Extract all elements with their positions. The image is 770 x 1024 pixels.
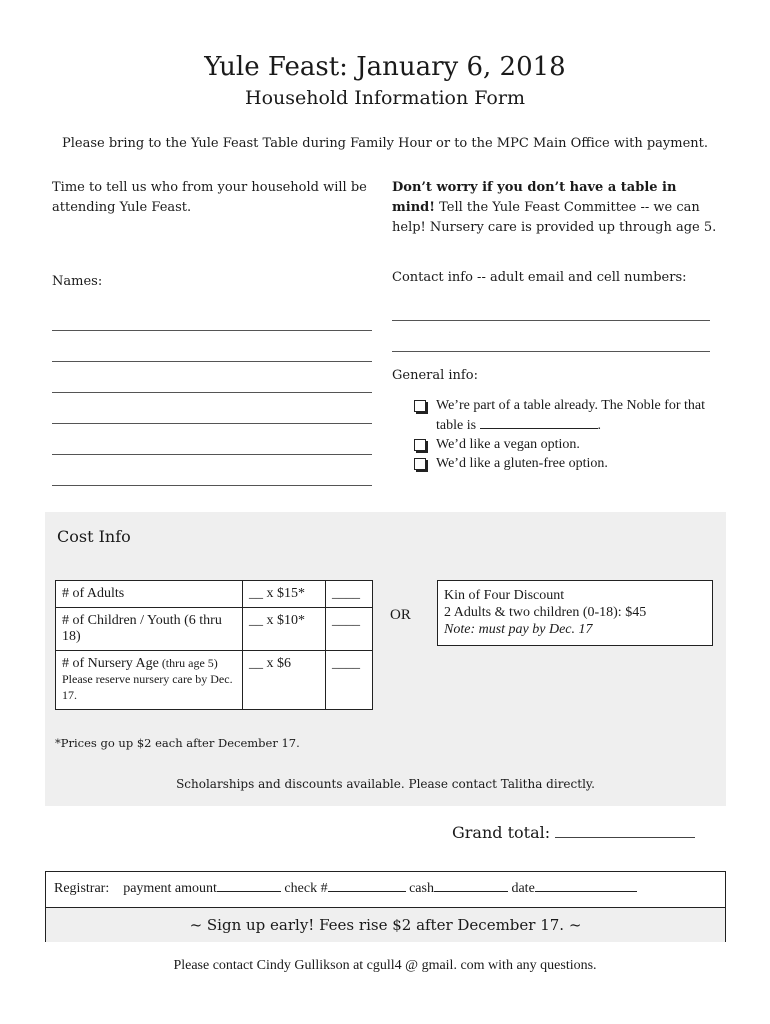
contact-line-2[interactable] xyxy=(392,321,710,352)
name-line-4[interactable] xyxy=(52,393,372,424)
prices-note: *Prices go up $2 each after December 17. xyxy=(55,736,300,750)
kin-discount-box xyxy=(437,580,713,646)
row-label-detail: (thru age 5) Please reserve nursery care by Dec. 17. xyxy=(62,656,233,702)
footer-contact: Please contact Cindy Gullikson at cgull4 @ gmail. com with any questions. xyxy=(173,958,597,973)
row-total[interactable]: ____ xyxy=(326,608,373,651)
checkbox-icon[interactable] xyxy=(414,458,426,470)
row-price[interactable]: __ x $6 xyxy=(243,651,326,710)
option-text-end: . xyxy=(597,418,602,433)
cash-blank[interactable] xyxy=(434,879,508,892)
contact-info-label: Contact info -- adult email and cell numbers: xyxy=(392,270,687,285)
checkbox-icon[interactable] xyxy=(414,400,426,412)
instructions-text: Please bring to the Yule Feast Table during Family Hour or to the MPC Main Office with payment. xyxy=(61,136,709,151)
general-options xyxy=(414,396,714,473)
table-row xyxy=(56,581,373,608)
row-total[interactable]: ____ xyxy=(326,581,373,608)
scholarships-note: Scholarships and discounts available. Please contact Talitha directly. xyxy=(176,777,595,791)
registrar-box xyxy=(45,871,726,942)
table-row xyxy=(56,651,373,710)
checkbox-icon[interactable] xyxy=(414,439,426,451)
name-line-6[interactable] xyxy=(52,455,372,486)
row-label xyxy=(56,651,243,710)
names-label: Names: xyxy=(52,274,103,289)
or-label: OR xyxy=(390,607,411,623)
payment-amount-blank[interactable] xyxy=(217,879,281,892)
row-label: # of Adults xyxy=(56,581,243,608)
table-help-rest: Tell the Yule Feast Committee -- we can help! Nursery care is provided up through age 5. xyxy=(392,200,717,235)
cash-label: cash xyxy=(409,881,434,896)
name-line-5[interactable] xyxy=(52,424,372,455)
row-total[interactable]: ____ xyxy=(326,651,373,710)
option-existing-table[interactable] xyxy=(414,396,714,435)
table-help-note xyxy=(392,178,722,238)
cost-info-title: Cost Info xyxy=(57,527,131,546)
noble-name-blank[interactable] xyxy=(480,415,598,429)
option-label xyxy=(436,396,714,435)
contact-lines xyxy=(392,290,710,352)
check-number-blank[interactable] xyxy=(328,879,406,892)
contact-line-1[interactable] xyxy=(392,290,710,321)
name-line-3[interactable] xyxy=(52,362,372,393)
table-help-bold: Don’t worry if you don’t have a table in mind! xyxy=(392,180,677,215)
name-line-1[interactable] xyxy=(52,300,372,331)
row-price[interactable]: __ x $10* xyxy=(243,608,326,651)
name-line-2[interactable] xyxy=(52,331,372,362)
row-label-main: # of Nursery Age xyxy=(62,656,159,671)
option-label: We’d like a gluten-free option. xyxy=(436,456,608,471)
row-price[interactable]: __ x $15* xyxy=(243,581,326,608)
price-table xyxy=(55,580,373,710)
payment-amount-label: payment amount xyxy=(123,881,217,896)
option-gluten-free[interactable] xyxy=(414,454,714,473)
form-title: Yule Feast: January 6, 2018 xyxy=(204,52,566,82)
kin-note xyxy=(444,621,706,638)
option-label: We’d like a vegan option. xyxy=(436,437,580,452)
check-label: check # xyxy=(284,881,328,896)
kin-title: Kin of Four Discount xyxy=(444,588,565,603)
general-info-label: General info: xyxy=(392,368,478,383)
kin-note-text: Note: must pay by Dec. 17 xyxy=(444,622,593,637)
date-blank[interactable] xyxy=(535,879,637,892)
row-label: # of Children / Youth (6 thru 18) xyxy=(56,608,243,651)
household-intro: Time to tell us who from your household will be attending Yule Feast. xyxy=(52,180,367,215)
option-vegan[interactable] xyxy=(414,435,714,454)
form-subtitle: Household Information Form xyxy=(245,87,525,109)
kin-detail: 2 Adults & two children (0-18): $45 xyxy=(444,605,647,620)
registrar-row xyxy=(46,872,725,908)
table-row xyxy=(56,608,373,651)
grand-total xyxy=(452,823,695,842)
sign-up-banner: ~ Sign up early! Fees rise $2 after December 17. ~ xyxy=(46,908,725,942)
grand-total-label: Grand total: xyxy=(452,823,551,842)
registrar-label: Registrar: xyxy=(54,881,110,896)
date-label: date xyxy=(511,881,535,896)
option-text: We’re part of a table already. The Noble for that table is xyxy=(436,398,706,433)
grand-total-blank[interactable] xyxy=(555,823,695,838)
names-lines xyxy=(52,300,372,486)
